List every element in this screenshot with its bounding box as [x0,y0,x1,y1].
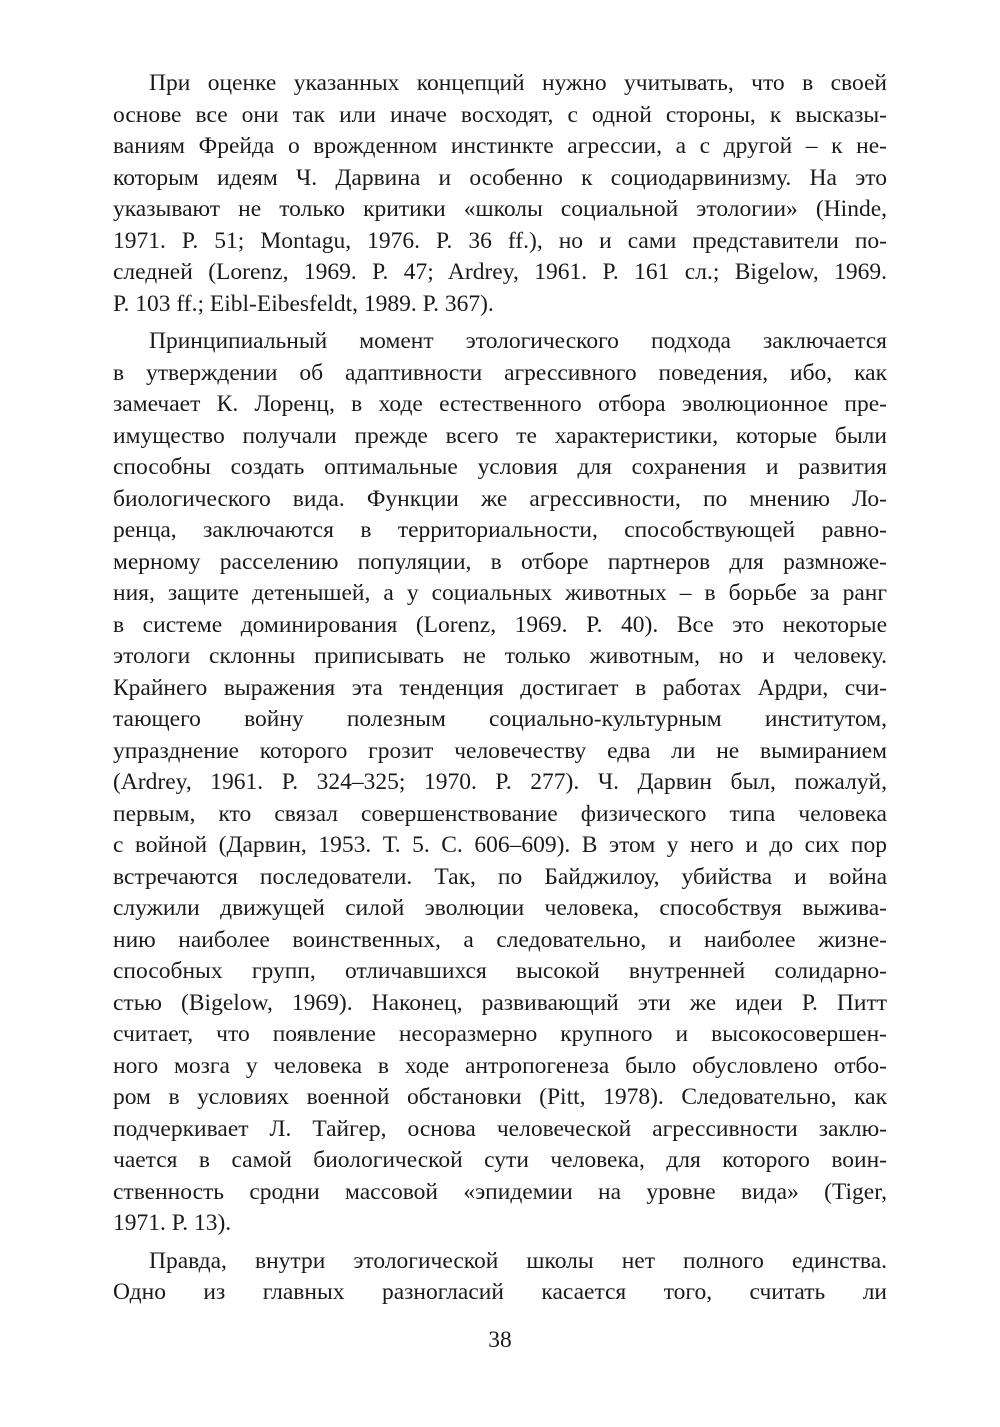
text-line: Крайнего выражения эта тенденция достигает в работах Ардри, счи- [113,674,887,701]
text-line: имущество получали прежде всего те характеристики, которые были [113,422,887,449]
text-line: указывают не только критики «школы социальной этологии» (Hinde, [113,196,887,222]
text-line: ром в условиях военной обстановки (Pitt, 1978). Следовательно, как [113,1084,887,1110]
text-line: замечает К. Лоренц, в ходе естественного отбора эволюционное пре- [113,391,887,417]
text-line: 1971. P. 51; Montagu, 1976. P. 36 ff.), но и сами представители по- [113,227,887,254]
text-line: Принципиальный момент этологического подхода заключается [149,328,887,354]
text-line: ственность сродни массовой «эпидемии на уровне вида» (Tiger, [113,1178,887,1205]
text-line: Одно из главных разногласий касается того, считать ли [113,1279,887,1305]
text-line: которым идеям Ч. Дарвина и особенно к социодарвинизму. На это [113,164,887,191]
text-line: мерному расселению популяции, в отборе партнеров для размноже- [113,548,887,575]
text-line: нию наиболее воинственных, а следовательно, и наиболее жизне- [113,926,887,953]
paragraph-3 [113,1246,887,1309]
text-line: служили движущей силой эволюции человека, способствуя выжива- [113,895,887,921]
text-line: считает, что появление несоразмерно крупного и высокосовершен- [113,1021,887,1047]
text-line: стью (Bigelow, 1969). Наконец, развивающий эти же идеи Р. Питт [113,989,887,1016]
text-line: Правда, внутри этологической школы нет полного единства. [149,1247,887,1274]
text-line: P. 103 ff.; Eibl-Eibesfeldt, 1989. P. 367). [113,290,494,317]
paragraph-2 [113,326,887,1240]
paragraph-1 [113,68,887,320]
text-line: способных групп, отличавшихся высокой внутренней солидарно- [113,958,887,984]
text-line: в системе доминирования (Lorenz, 1969. P. 40). Все это некоторые [113,611,887,638]
text-line: первым, кто связал совершенствование физического типа человека [113,800,887,827]
text-line: 1971. P. 13). [113,1210,232,1236]
text-line: чается в самой биологической сути человека, для которого воин- [113,1147,887,1173]
text-line: подчеркивает Л. Тайгер, основа человеческой агрессивности заклю- [113,1115,887,1142]
text-line: с войной (Дарвин, 1953. Т. 5. С. 606–609). В этом у него и до сих пор [113,832,887,858]
text-line: следней (Lorenz, 1969. P. 47; Ardrey, 1961. P. 161 сл.; Bigelow, 1969. [113,259,887,285]
page-body [113,68,887,1309]
page-number: 38 [488,1327,512,1353]
text-line: ного мозга у человека в ходе антропогенеза было обусловлено отбо- [113,1052,887,1079]
text-line: в утверждении об адаптивности агрессивного поведения, ибо, как [113,359,887,386]
text-line: ния, защите детенышей, а у социальных животных – в борьбе за ранг [113,580,887,606]
text-line: ренца, заключаются в территориальности, способствующей равно- [113,517,887,543]
text-line: этологи склонны приписывать не только животным, но и человеку. [113,643,887,669]
text-line: упразднение которого грозит человечеству едва ли не вымиранием [113,737,887,764]
text-line: ваниям Фрейда о врожденном инстинкте агрессии, а с другой – к не- [113,133,887,159]
text-line: (Ardrey, 1961. P. 324–325; 1970. P. 277). Ч. Дарвин был, пожалуй, [113,769,887,795]
text-line: При оценке указанных концепций нужно учитывать, что в своей [149,70,887,96]
text-line: способны создать оптимальные условия для сохранения и развития [113,454,887,480]
text-line: биологического вида. Функции же агрессивности, по мнению Ло- [113,485,887,512]
text-line: встречаются последователи. Так, по Байджилоу, убийства и война [113,863,887,890]
text-line: тающего войну полезным социально-культурным институтом, [113,706,887,732]
text-line: основе все они так или иначе восходят, с одной стороны, к высказы- [113,101,887,128]
